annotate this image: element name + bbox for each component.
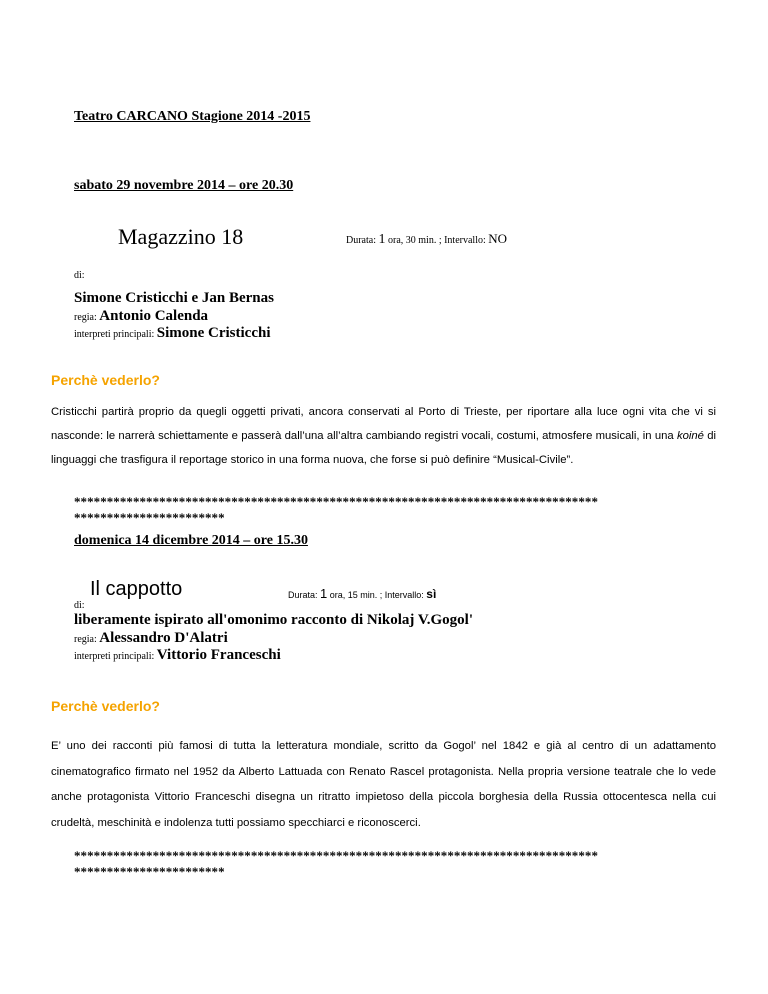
author-label: di:	[74, 600, 85, 611]
interval-value: NO	[488, 231, 508, 246]
show-duration	[346, 231, 507, 248]
duration-label: Durata:	[288, 590, 321, 600]
author: liberamente ispirato all'omonimo racconto di Nikolaj V.Gogol'	[74, 612, 474, 628]
director-line	[74, 307, 208, 325]
description-italic-term: koiné	[676, 430, 704, 443]
duration-label: Durata:	[346, 235, 379, 246]
show-date: sabato 29 novembre 2014 – ore 20.30	[74, 178, 294, 193]
cast-label: interpreti principali:	[74, 329, 157, 340]
interval-value: sì	[426, 587, 437, 601]
duration-hours: 1	[378, 232, 386, 247]
duration-rest: ora, 30 min. ; Intervallo:	[385, 235, 489, 246]
show-title: Magazzino 18	[118, 224, 244, 249]
cast-line	[74, 324, 271, 342]
show-description: E’ uno dei racconti più famosi di tutta la letteratura mondiale, scritto da Gogol’ nel 1842 e già al centro di un adattamento cinematografico firmato nel 1952 da Alberto Lattuada con Renato Rascel protagonista. Nella propria versione teatrale che lo vede anche protagonista Vittorio Franceschi disegna un ritratto impietoso della piccola borghesia della Russia ottocentesca nella cui crudeltà, meschinità e indolenza tutti possiamo specchiarci e riconoscerci.	[51, 740, 716, 829]
separator-stars: ***********************	[74, 864, 225, 879]
description-text-end: di linguaggi che trasfigura il reportage storico in una forma nuova, che forse si può definire “Musical-Civile”.	[51, 430, 716, 467]
director-label: regia:	[74, 634, 100, 645]
director-name: Antonio Calenda	[99, 308, 209, 324]
author-label: di:	[74, 270, 85, 281]
description-text: Cristicchi partirà proprio da quegli oggetti privati, ancora conservati al Porto di Trieste, per riportare alla luce ogni vita che vi si nasconde: le narrerà schiettamente e passerà dall’una all’altra cambiando registri vocali, costumi, atmosfere musicali, in una	[51, 406, 716, 443]
cast-line	[74, 646, 281, 664]
season-heading: Teatro CARCANO Stagione 2014 -2015	[74, 109, 311, 124]
cast-name: Vittorio Franceschi	[156, 647, 281, 663]
why-heading: Perchè vederlo?	[51, 372, 160, 388]
show-date: domenica 14 dicembre 2014 – ore 15.30	[74, 533, 308, 548]
duration-hours: 1	[320, 586, 328, 601]
show-duration	[288, 585, 436, 603]
author: Simone Cristicchi e Jan Bernas	[74, 290, 274, 306]
separator-stars: ********************************************************************************	[74, 848, 598, 863]
director-line	[74, 629, 228, 647]
cast-name: Simone Cristicchi	[156, 325, 271, 341]
duration-rest: ora, 15 min. ; Intervallo:	[327, 590, 427, 600]
cast-label: interpreti principali:	[74, 651, 157, 662]
show-description	[51, 400, 716, 473]
separator-stars: ***********************	[74, 510, 225, 525]
separator-stars: ********************************************************************************	[74, 494, 598, 509]
show-title: Il cappotto	[90, 578, 183, 600]
why-heading: Perchè vederlo?	[51, 698, 160, 714]
director-label: regia:	[74, 312, 100, 323]
director-name: Alessandro D'Alatri	[99, 630, 228, 646]
